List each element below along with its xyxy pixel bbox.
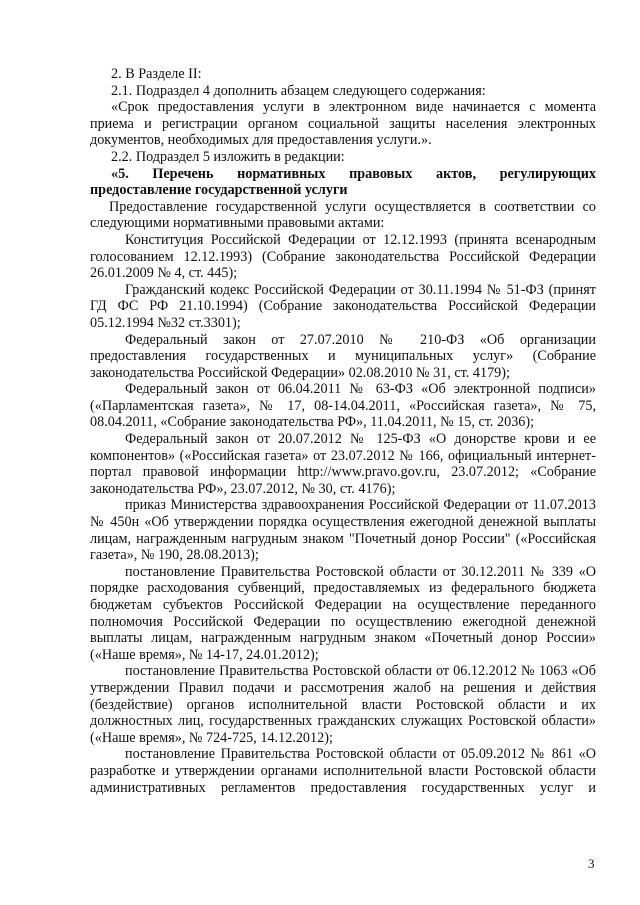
paragraph-federal-law-210: Федеральный закон от 27.07.2010 № 210-ФЗ «Об организации предоставления государственных и муниципальных услуг» (Собрание законодательства Российской Федерации» 02.08.2010 № 31, ст. 4179); — [90, 331, 596, 381]
paragraph-resolution-1063: постановление Правительства Ростовской области от 06.12.2012 № 1063 «Об утверждении Правил подачи и рассмотрения жалоб на решения и действия (бездействие) органов исполнительной власти Ростовской области и их должностных лиц, государственных гражданских служащих Ростовской области» («Наше время», № 724-725, 14.12.2012); — [90, 663, 596, 746]
paragraph-section-ii: 2. В Разделе II: — [111, 66, 202, 82]
paragraph-federal-law-63: Федеральный закон от 06.04.2011 № 63-ФЗ «Об электронной подписи» («Парламентская газета», № 17, 08-14.04.2011, «Российская газета», № 75, 08.04.2011, «Собрание законодательства РФ», 11.04.2011, № 15, ст. 2036); — [90, 381, 596, 431]
paragraph-constitution: Конституция Российской Федерации от 12.12.1993 (принята всенародным голосованием 12.12.1993) (Собрание законодательства Российской Федерации 26.01.2009 № 4, ст. 445); — [90, 231, 596, 282]
paragraph-intro: Предоставление государственной услуги осуществляется в соответствии со следующими нормативными правовыми актами: — [90, 198, 596, 232]
paragraph-federal-law-125: Федеральный закон от 20.07.2012 № 125-ФЗ «О донорстве крови и ее компонентов» («Российская газета» от 23.07.2012 № 166, официальный интернет-портал правовой информации http://www.pravo.gov.ru, 23.07.2012; «Собрание законодательства РФ», 23.07.2012, № 30, ст. 4176); — [90, 431, 596, 497]
document-body — [90, 66, 596, 796]
paragraph-resolution-339: постановление Правительства Ростовской области от 30.12.2011 № 339 «О порядке расходования субвенций, предоставляемых из федерального бюджета бюджетам субъектов Российской Федерации на осуществление переданного полномочия Российской Федерации по осуществлению ежегодной денежной выплаты лицам, награжденным нагрудным знаком «Почетный донор России» («Наше время», № 14-17, 24.01.2012); — [90, 563, 596, 663]
paragraph-resolution-861: постановление Правительства Ростовской области от 05.09.2012 № 861 «О разработке и утверждении органами исполнительной власти Ростовской области административных регламентов предоставления государственных услуг и — [90, 746, 596, 796]
paragraph-civil-code: Гражданский кодекс Российской Федерации от 30.11.1994 № 51-ФЗ (принят ГД ФС РФ 21.10.1994) (Собрание законодательства Российской Федерации 05.12.1994 №32 ст.3301); — [90, 281, 596, 331]
page-number: 3 — [588, 856, 595, 871]
paragraph-subsection-2-2: 2.2. Подраздел 5 изложить в редакции: — [111, 148, 345, 165]
paragraph-ministry-order: приказ Министерства здравоохранения Российской Федерации от 11.07.2013 № 450н «Об утверждении порядка осуществления ежегодной денежной выплаты лицам, награжденным нагрудным знаком "Почетный донор России" («Российская газета», № 190, 28.08.2013); — [90, 497, 596, 564]
paragraph-quoted-term: «Срок предоставления услуги в электронном виде начинается с момента приема и регистрации органом социальной защиты населения электронных документов, необходимых для предоставления услуги.». — [90, 99, 596, 149]
paragraph-subsection-2-1: 2.1. Подраздел 4 дополнить абзацем следующего содержания: — [111, 82, 486, 99]
section-heading: «5. Перечень нормативных правовых актов, регулирующих предоставление государственной услуги — [90, 165, 596, 199]
